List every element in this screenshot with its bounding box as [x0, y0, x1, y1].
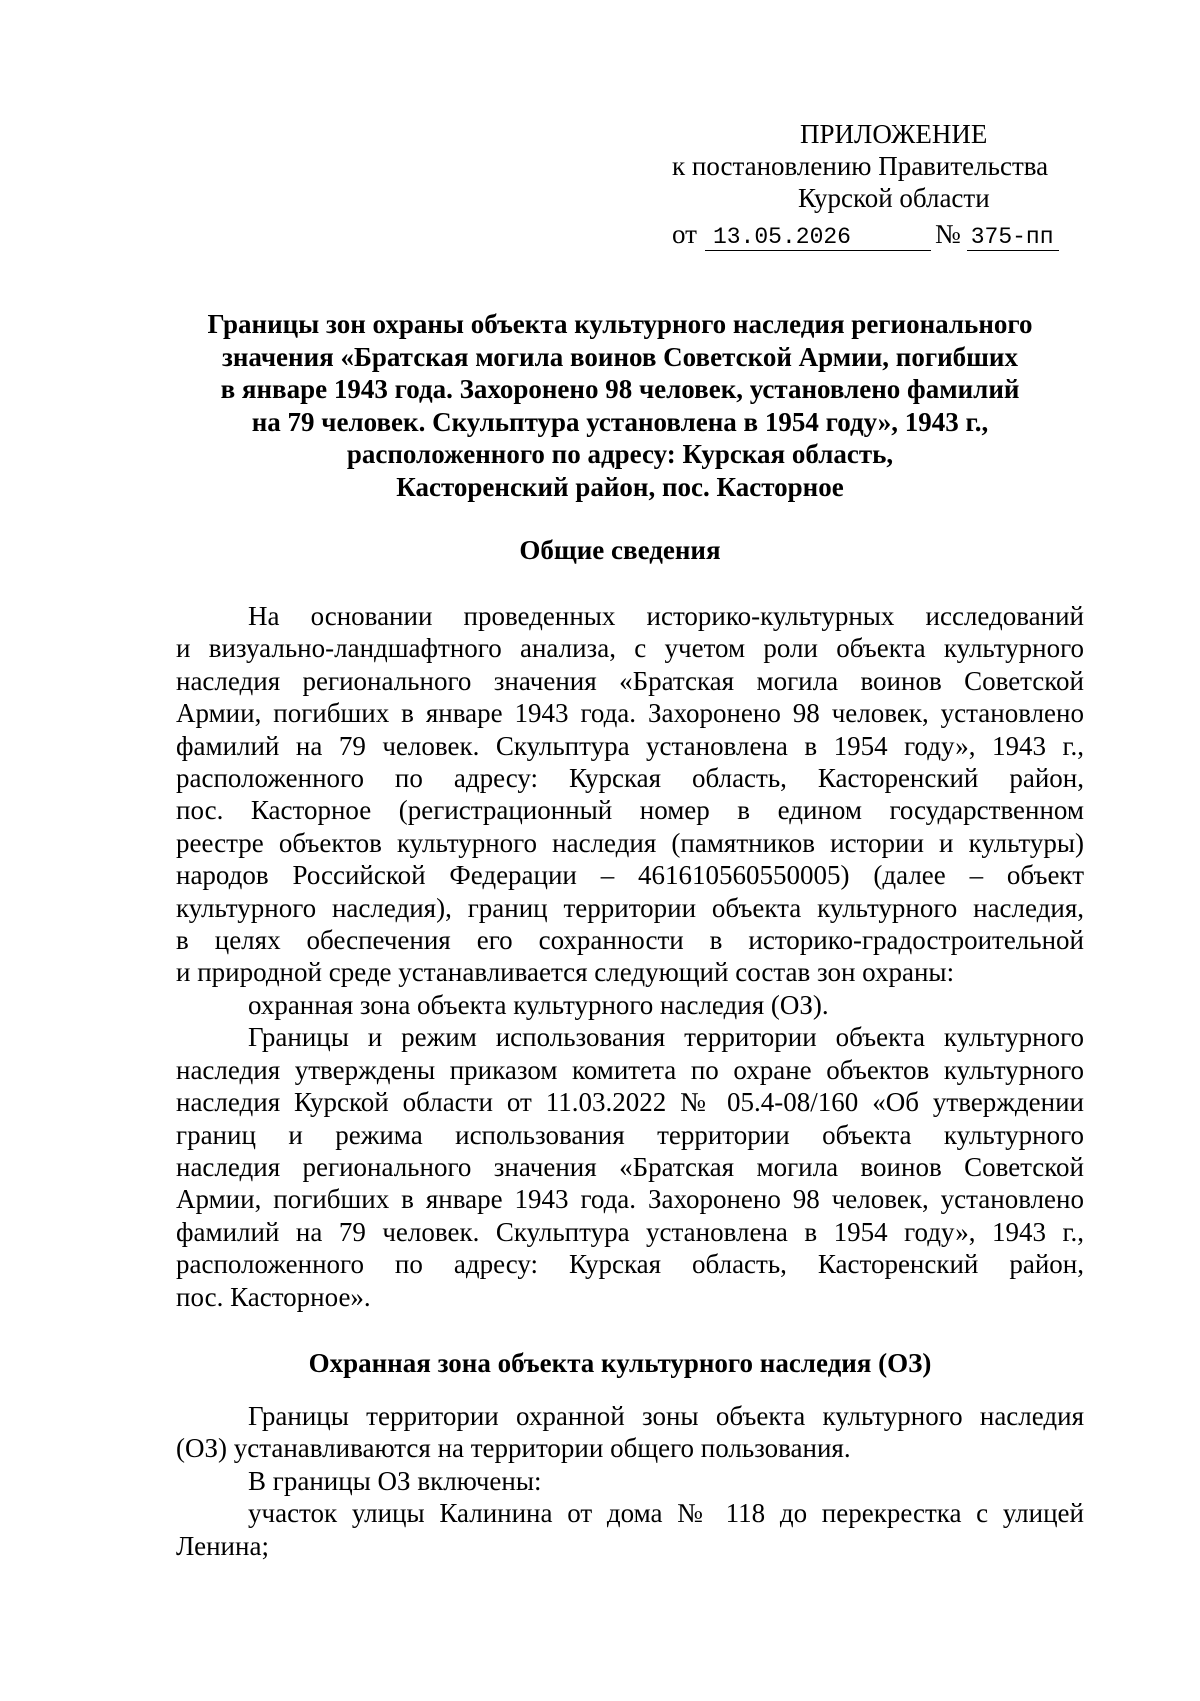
appendix-region: Курской области: [798, 183, 990, 213]
number-label: №: [934, 219, 961, 249]
body-line: (ОЗ) устанавливаются на территории общего пользования.: [176, 1433, 851, 1464]
title-line: расположенного по адресу: Курская область,: [346, 439, 894, 469]
resolution-number: 375-пп: [967, 224, 1059, 251]
body-line: Армии, погибших в январе 1943 года. Захоронено 98 человек, установлено: [176, 698, 1084, 729]
resolution-date: 13.05.2026: [705, 224, 931, 251]
body-line: расположенного по адресу: Курская область, Касторенский район,: [176, 763, 1084, 794]
section-protection-zone-body: [176, 1400, 1084, 1562]
body-line: и визуально-ландшафтного анализа, с учетом роли объекта культурного: [176, 633, 1084, 664]
title-line: Касторенский район, пос. Касторное: [396, 471, 844, 502]
body-line: фамилий на 79 человек. Скульптура установлена в 1954 году», 1943 г.,: [176, 730, 1084, 761]
body-line: наследия регионального значения «Братская могила воинов Советской: [176, 665, 1084, 696]
title-line: на 79 человек. Скульптура установлена в 1954 году», 1943 г.,: [251, 406, 989, 437]
document-title: [160, 308, 1080, 503]
title-line: в январе 1943 года. Захоронено 98 человек, установлено фамилий: [220, 374, 1020, 404]
appendix-resolution: к постановлению Правительства: [672, 151, 1049, 181]
body-line: наследия утверждены приказом комитета по охране объектов культурного: [176, 1054, 1084, 1085]
body-line: Армии, погибших в январе 1943 года. Захоронено 98 человек, установлено: [176, 1184, 1084, 1215]
body-line: наследия регионального значения «Братская могила воинов Советской: [176, 1151, 1084, 1182]
body-line: пос. Касторное (регистрационный номер в едином государственном: [176, 795, 1084, 826]
body-line: границ и режима использования территории объекта культурного: [176, 1119, 1084, 1150]
from-label: от: [672, 219, 697, 249]
body-line: Границы территории охранной зоны объекта культурного наследия: [248, 1401, 1084, 1431]
body-line: охранная зона объекта культурного наследия (ОЗ).: [248, 989, 829, 1020]
body-line: культурного наследия), границ территории объекта культурного наследия,: [176, 892, 1084, 923]
section-heading-protection-zone: Охранная зона объекта культурного наследия (ОЗ): [308, 1348, 932, 1378]
body-line: Границы и режим использования территории объекта культурного: [248, 1022, 1084, 1053]
body-line: участок улицы Калинина от дома № 118 до перекрестка с улицей: [248, 1498, 1084, 1529]
body-line: фамилий на 79 человек. Скульптура установлена в 1954 году», 1943 г.,: [176, 1216, 1084, 1247]
appendix-date-number-line: [672, 218, 1092, 251]
appendix-label: ПРИЛОЖЕНИЕ: [800, 119, 988, 149]
title-line: Границы зон охраны объекта культурного наследия регионального: [207, 309, 1033, 339]
appendix-block: [672, 118, 1092, 251]
body-line: реестре объектов культурного наследия (памятников истории и культуры): [176, 827, 1084, 858]
body-line: и природной среде устанавливается следующий состав зон охраны:: [176, 957, 955, 988]
body-line: Ленина;: [176, 1530, 269, 1561]
section-general-body: [176, 600, 1084, 1313]
title-line: значения «Братская могила воинов Советской Армии, погибших: [222, 341, 1018, 372]
section-heading-general: Общие сведения: [519, 535, 721, 565]
body-line: В границы ОЗ включены:: [248, 1465, 542, 1496]
body-line: пос. Касторное».: [176, 1281, 371, 1312]
body-line: расположенного по адресу: Курская область, Касторенский район,: [176, 1249, 1084, 1280]
body-line: народов Российской Федерации – 461610560550005) (далее – объект: [176, 860, 1084, 891]
body-line: наследия Курской области от 11.03.2022 № 05.4-08/160 «Об утверждении: [176, 1087, 1084, 1118]
body-line: в целях обеспечения его сохранности в историко-градостроительной: [176, 925, 1084, 956]
body-line: На основании проведенных историко-культурных исследований: [248, 601, 1084, 631]
